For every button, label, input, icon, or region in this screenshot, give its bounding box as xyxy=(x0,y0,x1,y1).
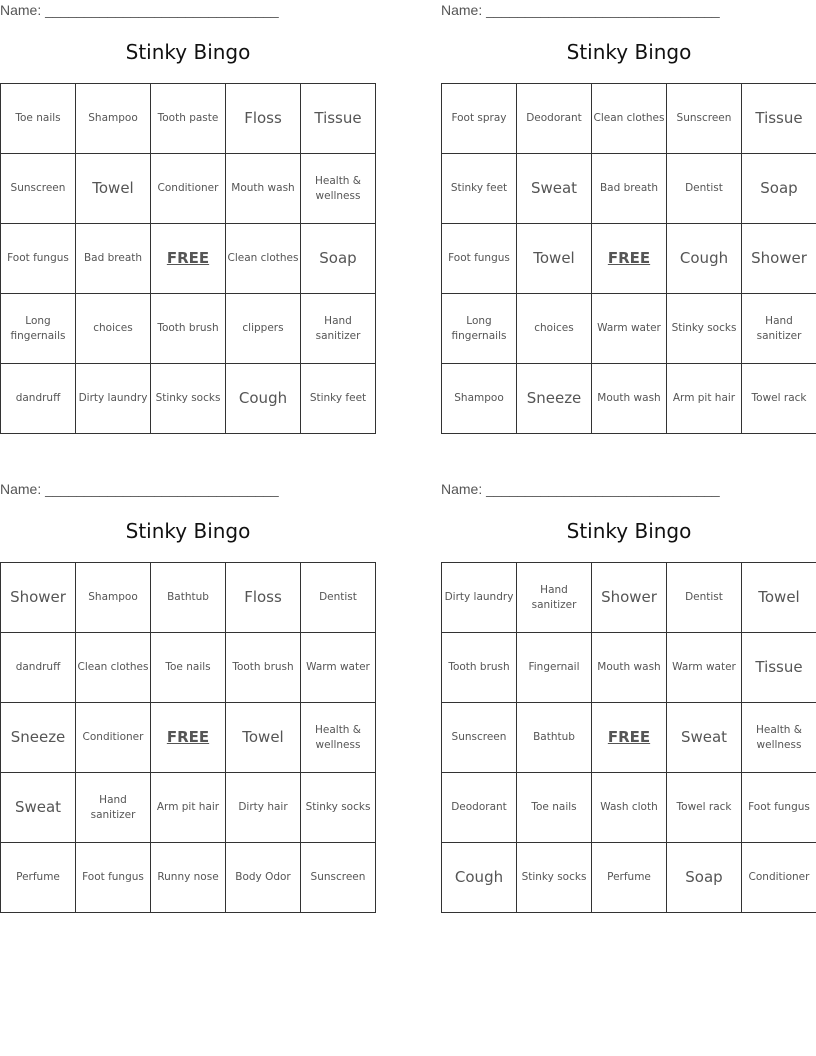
bingo-cell: choices xyxy=(76,294,151,364)
bingo-cell: Warm water xyxy=(592,294,667,364)
bingo-cell: Bad breath xyxy=(592,154,667,224)
bingo-cell: Sunscreen xyxy=(667,84,742,154)
bingo-row xyxy=(442,84,816,154)
bingo-cell: Runny nose xyxy=(151,843,226,913)
bingo-cell: dandruff xyxy=(1,364,76,434)
bingo-cell: Foot spray xyxy=(442,84,517,154)
bingo-row xyxy=(1,224,376,294)
name-field: Name: ______________________________ xyxy=(441,481,720,497)
bingo-cell: Shampoo xyxy=(76,84,151,154)
bingo-grid xyxy=(0,562,376,913)
bingo-row xyxy=(442,633,816,703)
bingo-cell: Foot fungus xyxy=(742,773,816,843)
bingo-cell: Conditioner xyxy=(151,154,226,224)
bingo-cell: Tissue xyxy=(742,84,816,154)
bingo-cell: Soap xyxy=(301,224,376,294)
bingo-row xyxy=(442,364,816,434)
bingo-cell: Floss xyxy=(226,84,301,154)
bingo-row xyxy=(442,773,816,843)
bingo-cell: Long fingernails xyxy=(442,294,517,364)
bingo-row xyxy=(1,294,376,364)
bingo-cell: Body Odor xyxy=(226,843,301,913)
bingo-cell: Sneeze xyxy=(1,703,76,773)
bingo-cell: Tooth brush xyxy=(151,294,226,364)
bingo-cell: Tooth brush xyxy=(442,633,517,703)
bingo-cell: Sneeze xyxy=(517,364,592,434)
bingo-cell: Foot fungus xyxy=(76,843,151,913)
bingo-cell: Shower xyxy=(1,563,76,633)
bingo-cell: clippers xyxy=(226,294,301,364)
bingo-cell: Dirty laundry xyxy=(442,563,517,633)
bingo-cell: Stinky socks xyxy=(517,843,592,913)
bingo-cell: Warm water xyxy=(667,633,742,703)
bingo-cell: Warm water xyxy=(301,633,376,703)
bingo-cell: Hand sanitizer xyxy=(76,773,151,843)
bingo-cell: Mouth wash xyxy=(226,154,301,224)
bingo-cell: Tooth paste xyxy=(151,84,226,154)
name-field: Name: ______________________________ xyxy=(441,2,720,18)
name-field: Name: ______________________________ xyxy=(0,2,279,18)
bingo-cell: Sunscreen xyxy=(1,154,76,224)
bingo-row xyxy=(442,703,816,773)
bingo-cell: dandruff xyxy=(1,633,76,703)
bingo-cell: Soap xyxy=(667,843,742,913)
card-title: Stinky Bingo xyxy=(566,519,692,543)
bingo-cell: Conditioner xyxy=(742,843,816,913)
bingo-cell: Cough xyxy=(667,224,742,294)
bingo-cell: Towel xyxy=(517,224,592,294)
bingo-row xyxy=(1,84,376,154)
bingo-cell: Foot fungus xyxy=(442,224,517,294)
bingo-cell: Toe nails xyxy=(1,84,76,154)
free-space: FREE xyxy=(151,703,226,773)
bingo-cell: Bad breath xyxy=(76,224,151,294)
bingo-cell: Perfume xyxy=(1,843,76,913)
card-title: Stinky Bingo xyxy=(125,519,251,543)
bingo-row xyxy=(1,154,376,224)
bingo-cell: Health & wellness xyxy=(301,154,376,224)
bingo-cell: Shower xyxy=(742,224,816,294)
bingo-cell: Dirty laundry xyxy=(76,364,151,434)
bingo-cell: Mouth wash xyxy=(592,364,667,434)
bingo-cell: Shower xyxy=(592,563,667,633)
bingo-row xyxy=(442,224,816,294)
bingo-cell: Dirty hair xyxy=(226,773,301,843)
bingo-cell: Health & wellness xyxy=(301,703,376,773)
bingo-row xyxy=(1,563,376,633)
bingo-cell: Hand sanitizer xyxy=(301,294,376,364)
bingo-cell: Dentist xyxy=(301,563,376,633)
bingo-row xyxy=(442,154,816,224)
bingo-cell: Towel rack xyxy=(667,773,742,843)
card-title: Stinky Bingo xyxy=(125,40,251,64)
bingo-cell: Cough xyxy=(226,364,301,434)
bingo-cell: Cough xyxy=(442,843,517,913)
bingo-cell: Toe nails xyxy=(151,633,226,703)
bingo-cell: Arm pit hair xyxy=(667,364,742,434)
bingo-row xyxy=(1,364,376,434)
bingo-cell: Towel xyxy=(76,154,151,224)
bingo-row xyxy=(442,294,816,364)
bingo-cell: Shampoo xyxy=(442,364,517,434)
bingo-cell: Stinky socks xyxy=(151,364,226,434)
bingo-cell: Towel xyxy=(742,563,816,633)
bingo-cell: Hand sanitizer xyxy=(742,294,816,364)
bingo-cell: Mouth wash xyxy=(592,633,667,703)
free-space: FREE xyxy=(151,224,226,294)
bingo-row xyxy=(1,773,376,843)
bingo-cell: Stinky feet xyxy=(301,364,376,434)
bingo-grid xyxy=(441,562,816,913)
bingo-cell: Sunscreen xyxy=(301,843,376,913)
bingo-cell: Long fingernails xyxy=(1,294,76,364)
bingo-cell: Dentist xyxy=(667,154,742,224)
free-space: FREE xyxy=(592,703,667,773)
bingo-cell: Health & wellness xyxy=(742,703,816,773)
bingo-cell: Foot fungus xyxy=(1,224,76,294)
bingo-cell: Hand sanitizer xyxy=(517,563,592,633)
bingo-cell: Soap xyxy=(742,154,816,224)
bingo-row xyxy=(1,633,376,703)
bingo-row xyxy=(442,563,816,633)
bingo-grid xyxy=(0,83,376,434)
bingo-cell: Stinky feet xyxy=(442,154,517,224)
bingo-cell: Bathtub xyxy=(151,563,226,633)
bingo-cell: Sweat xyxy=(1,773,76,843)
bingo-cell: Floss xyxy=(226,563,301,633)
bingo-cell: Clean clothes xyxy=(226,224,301,294)
bingo-cell: Wash cloth xyxy=(592,773,667,843)
bingo-cell: Tissue xyxy=(301,84,376,154)
bingo-cell: Shampoo xyxy=(76,563,151,633)
bingo-cell: Towel rack xyxy=(742,364,816,434)
bingo-cell: Tooth brush xyxy=(226,633,301,703)
bingo-cell: Clean clothes xyxy=(76,633,151,703)
bingo-cell: Stinky socks xyxy=(301,773,376,843)
bingo-cell: Conditioner xyxy=(76,703,151,773)
bingo-cell: Toe nails xyxy=(517,773,592,843)
bingo-cell: Tissue xyxy=(742,633,816,703)
bingo-cell: Bathtub xyxy=(517,703,592,773)
bingo-cell: Sweat xyxy=(667,703,742,773)
bingo-cell: Sunscreen xyxy=(442,703,517,773)
bingo-cell: Arm pit hair xyxy=(151,773,226,843)
bingo-cell: Fingernail xyxy=(517,633,592,703)
bingo-row xyxy=(442,843,816,913)
free-space: FREE xyxy=(592,224,667,294)
bingo-cell: Sweat xyxy=(517,154,592,224)
bingo-cell: choices xyxy=(517,294,592,364)
bingo-row xyxy=(1,703,376,773)
bingo-grid xyxy=(441,83,816,434)
bingo-cell: Deodorant xyxy=(442,773,517,843)
name-field: Name: ______________________________ xyxy=(0,481,279,497)
bingo-cell: Deodorant xyxy=(517,84,592,154)
bingo-cell: Perfume xyxy=(592,843,667,913)
bingo-cell: Dentist xyxy=(667,563,742,633)
bingo-cell: Towel xyxy=(226,703,301,773)
bingo-cell: Stinky socks xyxy=(667,294,742,364)
card-title: Stinky Bingo xyxy=(566,40,692,64)
bingo-cell: Clean clothes xyxy=(592,84,667,154)
bingo-row xyxy=(1,843,376,913)
